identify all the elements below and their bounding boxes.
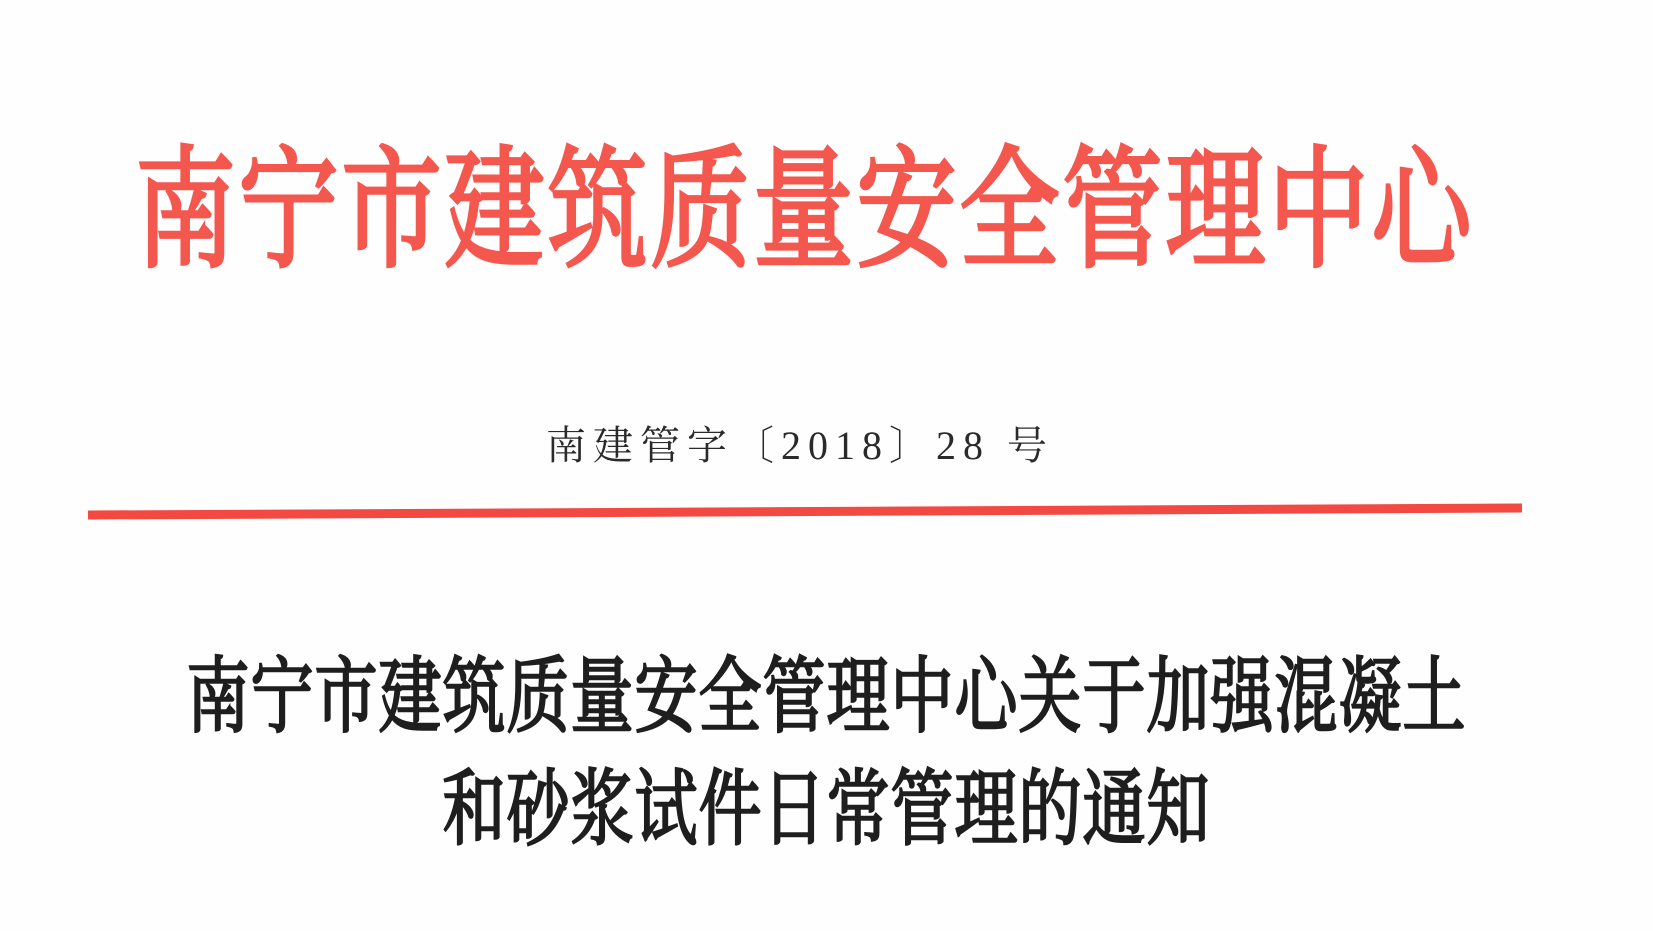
- document-number: 南建管字〔2018〕28 号: [546, 423, 1054, 468]
- document-title: [0, 642, 1653, 866]
- document-title-line-1: 南宁市建筑质量安全管理中心关于加强混凝土: [186, 651, 1467, 744]
- red-divider-line: [88, 503, 1522, 519]
- document-title-line-2: 和砂浆试件日常管理的通知: [442, 763, 1211, 856]
- agency-letterhead: 南宁市建筑质量安全管理中心: [135, 138, 1475, 285]
